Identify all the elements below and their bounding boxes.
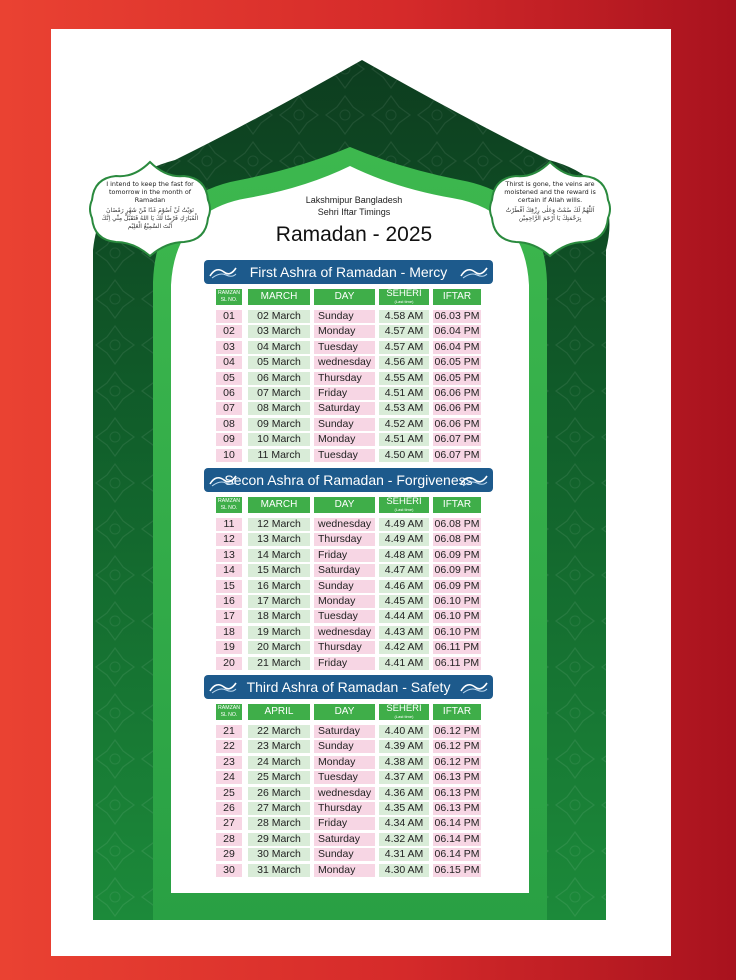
cell-seheri: 4.44 AM [379,610,429,623]
cell-date: 20 March [248,641,310,654]
cell-date: 06 March [248,372,310,385]
cell-iftar: 06.14 PM [434,848,480,861]
seheri-label: SEHERI [386,703,422,714]
cell-iftar: 06.09 PM [434,548,480,561]
seheri-note: (Last time) [394,714,414,719]
cell-day: Thursday [314,802,375,815]
column-header-day: DAY [314,497,375,513]
cell-sl: 02 [216,325,242,338]
cell-day: Sunday [314,418,375,431]
cell-day: Saturday [314,725,375,738]
column-header-seheri [379,289,429,305]
cell-iftar: 06.12 PM [434,755,480,768]
cell-sl: 10 [216,449,242,462]
column-header-day: DAY [314,289,375,305]
cell-date: 16 March [248,580,310,593]
cell-sl: 24 [216,771,242,784]
column-header-iftar: IFTAR [433,497,481,513]
cell-day: wednesday [314,787,375,800]
cell-sl: 13 [216,549,242,562]
cell-sl: 20 [216,657,242,670]
cell-iftar: 06.06 PM [434,387,480,399]
cell-sl: 08 [216,418,242,431]
cell-sl: 17 [216,610,242,623]
column-header-month: MARCH [248,289,310,305]
cell-sl: 09 [216,433,242,446]
column-header-iftar: IFTAR [433,289,481,305]
cell-iftar: 06.14 PM [434,832,480,845]
cell-sl: 12 [216,533,242,546]
cell-date: 23 March [248,740,310,753]
cell-day: Monday [314,325,375,338]
cell-seheri: 4.32 AM [379,833,429,846]
cell-seheri: 4.49 AM [379,533,429,546]
cell-day: Tuesday [314,610,375,623]
wave-ornament-icon [459,472,489,488]
column-header-sl: RAMZAN SL NO. [216,497,242,513]
niyyah-text: I intend to keep the fast for tomorrow in the month of Ramadan [106,180,194,204]
cell-date: 31 March [248,864,310,877]
iftar-dua-arabic: اَللّٰهُمَّ لَكَ صُمْتُ وَعَلٰى رِزْقِكَ اَفْطَرْتُ بِرَحْمَتِكَ يَا اَرْحَمَ الرَّاحِمِيْن [505,207,595,222]
cell-day: Friday [314,549,375,562]
cell-sl: 05 [216,372,242,385]
cell-iftar: 06.12 PM [434,725,480,737]
cell-date: 14 March [248,549,310,562]
cell-seheri: 4.57 AM [379,325,429,338]
cell-sl: 15 [216,580,242,593]
cell-iftar: 06.07 PM [434,448,480,461]
cell-date: 13 March [248,533,310,546]
column-header-seheri [379,704,429,720]
cell-day: Friday [314,657,375,670]
cell-seheri: 4.47 AM [379,564,429,577]
iftar-dua-text: Thirst is gone, the veins are moistened and the reward is certain if Allah wills. [504,180,596,204]
cell-iftar: 06.04 PM [434,325,480,338]
cell-day: wednesday [314,626,375,639]
cell-date: 02 March [248,310,310,323]
cell-sl: 29 [216,848,242,861]
cell-date: 29 March [248,833,310,846]
cell-sl: 04 [216,356,242,369]
cell-date: 05 March [248,356,310,369]
cell-date: 10 March [248,433,310,446]
cell-seheri: 4.31 AM [379,848,429,861]
cell-day: Thursday [314,641,375,654]
cell-seheri: 4.37 AM [379,771,429,784]
section-title-text: Secon Ashra of Ramadan - Forgiveness [224,472,473,488]
cell-date: 15 March [248,564,310,577]
wave-ornament-icon [208,472,238,488]
cell-seheri: 4.49 AM [379,518,429,531]
column-header-sl: RAMZAN SL NO. [216,289,242,305]
cell-day: Sunday [314,580,375,593]
section-title [204,675,493,699]
cell-seheri: 4.35 AM [379,802,429,815]
cell-day: Tuesday [314,449,375,462]
cell-sl: 11 [216,518,242,531]
cell-seheri: 4.51 AM [379,433,429,446]
subtitle-label: Sehri Iftar Timings [317,207,391,217]
cell-sl: 23 [216,756,242,769]
cell-seheri: 4.53 AM [379,402,429,415]
wave-ornament-icon [459,264,489,280]
cell-seheri: 4.30 AM [379,864,429,877]
cell-date: 19 March [248,626,310,639]
seheri-note: (Last time) [394,507,414,512]
cell-day: Saturday [314,833,375,846]
section-title-text: First Ashra of Ramadan - Mercy [249,264,448,280]
cell-day: Monday [314,864,375,877]
cell-day: Monday [314,595,375,608]
cell-iftar: 06.10 PM [434,595,480,607]
cell-sl: 25 [216,787,242,800]
cell-sl: 18 [216,626,242,639]
cell-iftar: 06.03 PM [434,310,480,322]
cell-seheri: 4.50 AM [379,449,429,462]
cell-date: 18 March [248,610,310,623]
cell-sl: 07 [216,402,242,415]
cell-day: Friday [314,817,375,830]
cell-date: 22 March [248,725,310,738]
cell-date: 24 March [248,756,310,769]
cell-date: 21 March [248,657,310,670]
cell-day: Tuesday [314,771,375,784]
page-title: Ramadan - 2025 [275,223,433,246]
cell-iftar: 06.06 PM [434,417,480,430]
wave-ornament-icon [208,264,238,280]
cell-sl: 16 [216,595,242,608]
cell-seheri: 4.36 AM [379,787,429,800]
cell-sl: 21 [216,725,242,738]
cell-iftar: 06.13 PM [434,771,480,784]
cell-sl: 28 [216,833,242,846]
wave-ornament-icon [208,679,238,695]
location-label: Lakshmipur Bangladesh [305,195,403,205]
cell-seheri: 4.48 AM [379,549,429,562]
cell-sl: 19 [216,641,242,654]
cell-sl: 27 [216,817,242,830]
cell-iftar: 06.14 PM [434,817,480,830]
cell-day: wednesday [314,518,375,531]
cell-iftar: 06.08 PM [434,518,480,530]
column-header-month: MARCH [248,497,310,513]
cell-date: 25 March [248,771,310,784]
cell-sl: 14 [216,564,242,577]
cell-iftar: 06.10 PM [434,610,480,623]
cell-iftar: 06.10 PM [434,625,480,638]
cell-iftar: 06.09 PM [434,579,480,592]
cell-seheri: 4.46 AM [379,580,429,593]
cell-date: 07 March [248,387,310,400]
cell-iftar: 06.05 PM [434,356,480,369]
cell-day: Saturday [314,402,375,415]
cell-seheri: 4.55 AM [379,372,429,385]
cell-day: Monday [314,433,375,446]
cell-seheri: 4.57 AM [379,341,429,354]
seheri-note: (Last time) [394,299,414,304]
cell-seheri: 4.52 AM [379,418,429,431]
cell-iftar: 06.13 PM [434,802,480,814]
cell-iftar: 06.05 PM [434,371,480,384]
cell-date: 30 March [248,848,310,861]
cell-date: 12 March [248,518,310,531]
cell-iftar: 06.15 PM [434,863,480,876]
cell-date: 27 March [248,802,310,815]
cell-sl: 03 [216,341,242,354]
column-header-seheri [379,497,429,513]
cell-date: 04 March [248,341,310,354]
cell-date: 28 March [248,817,310,830]
cell-seheri: 4.45 AM [379,595,429,608]
column-header-iftar: IFTAR [433,704,481,720]
cell-day: Sunday [314,848,375,861]
cell-sl: 30 [216,864,242,877]
cell-seheri: 4.56 AM [379,356,429,369]
cell-day: Friday [314,387,375,400]
column-header-day: DAY [314,704,375,720]
wave-ornament-icon [459,679,489,695]
cell-date: 17 March [248,595,310,608]
cell-iftar: 06.04 PM [434,340,480,353]
cell-day: Monday [314,756,375,769]
cell-seheri: 4.40 AM [379,725,429,738]
cell-day: Sunday [314,740,375,753]
cell-iftar: 06.09 PM [434,564,480,577]
cell-seheri: 4.58 AM [379,310,429,323]
section-title [204,260,493,284]
cell-sl: 26 [216,802,242,815]
cell-seheri: 4.34 AM [379,817,429,830]
cell-day: Tuesday [314,341,375,354]
column-header-sl: RAMZAN SL NO. [216,704,242,720]
cell-seheri: 4.43 AM [379,626,429,639]
section-title [204,468,493,492]
cell-date: 08 March [248,402,310,415]
cell-sl: 01 [216,310,242,323]
cell-seheri: 4.38 AM [379,756,429,769]
cell-day: Thursday [314,372,375,385]
cell-day: Thursday [314,533,375,546]
seheri-label: SEHERI [386,288,422,299]
cell-date: 11 March [248,449,310,462]
cell-seheri: 4.41 AM [379,657,429,670]
cell-day: Saturday [314,564,375,577]
cell-iftar: 06.07 PM [434,433,480,446]
cell-iftar: 06.11 PM [434,641,480,654]
cell-iftar: 06.06 PM [434,402,480,415]
cell-iftar: 06.12 PM [434,740,480,753]
cell-iftar: 06.13 PM [434,786,480,799]
section-title-text: Third Ashra of Ramadan - Safety [246,679,451,695]
cell-date: 09 March [248,418,310,431]
cell-day: wednesday [314,356,375,369]
cell-sl: 06 [216,387,242,400]
cell-date: 03 March [248,325,310,338]
cell-sl: 22 [216,740,242,753]
cell-day: Sunday [314,310,375,323]
seheri-label: SEHERI [386,496,422,507]
cell-iftar: 06.08 PM [434,533,480,546]
cell-seheri: 4.51 AM [379,387,429,400]
column-header-month: APRIL [248,704,310,720]
cell-seheri: 4.42 AM [379,641,429,654]
cell-iftar: 06.11 PM [434,656,480,669]
cell-seheri: 4.39 AM [379,740,429,753]
niyyah-arabic: نَوَيْتُ اَنْ اَصُوْمَ غَدًا مِّنْ شَهْرِ رَمْضَانَ الْمُبَارَكِ فَرْضًا لَكَ يَا اللهُ فَتَقَبَّلْ مِنِّي اِنَّكَ اَنْتَ السَّمِيْعُ الْعَلِيْم [101,207,199,230]
cell-date: 26 March [248,787,310,800]
